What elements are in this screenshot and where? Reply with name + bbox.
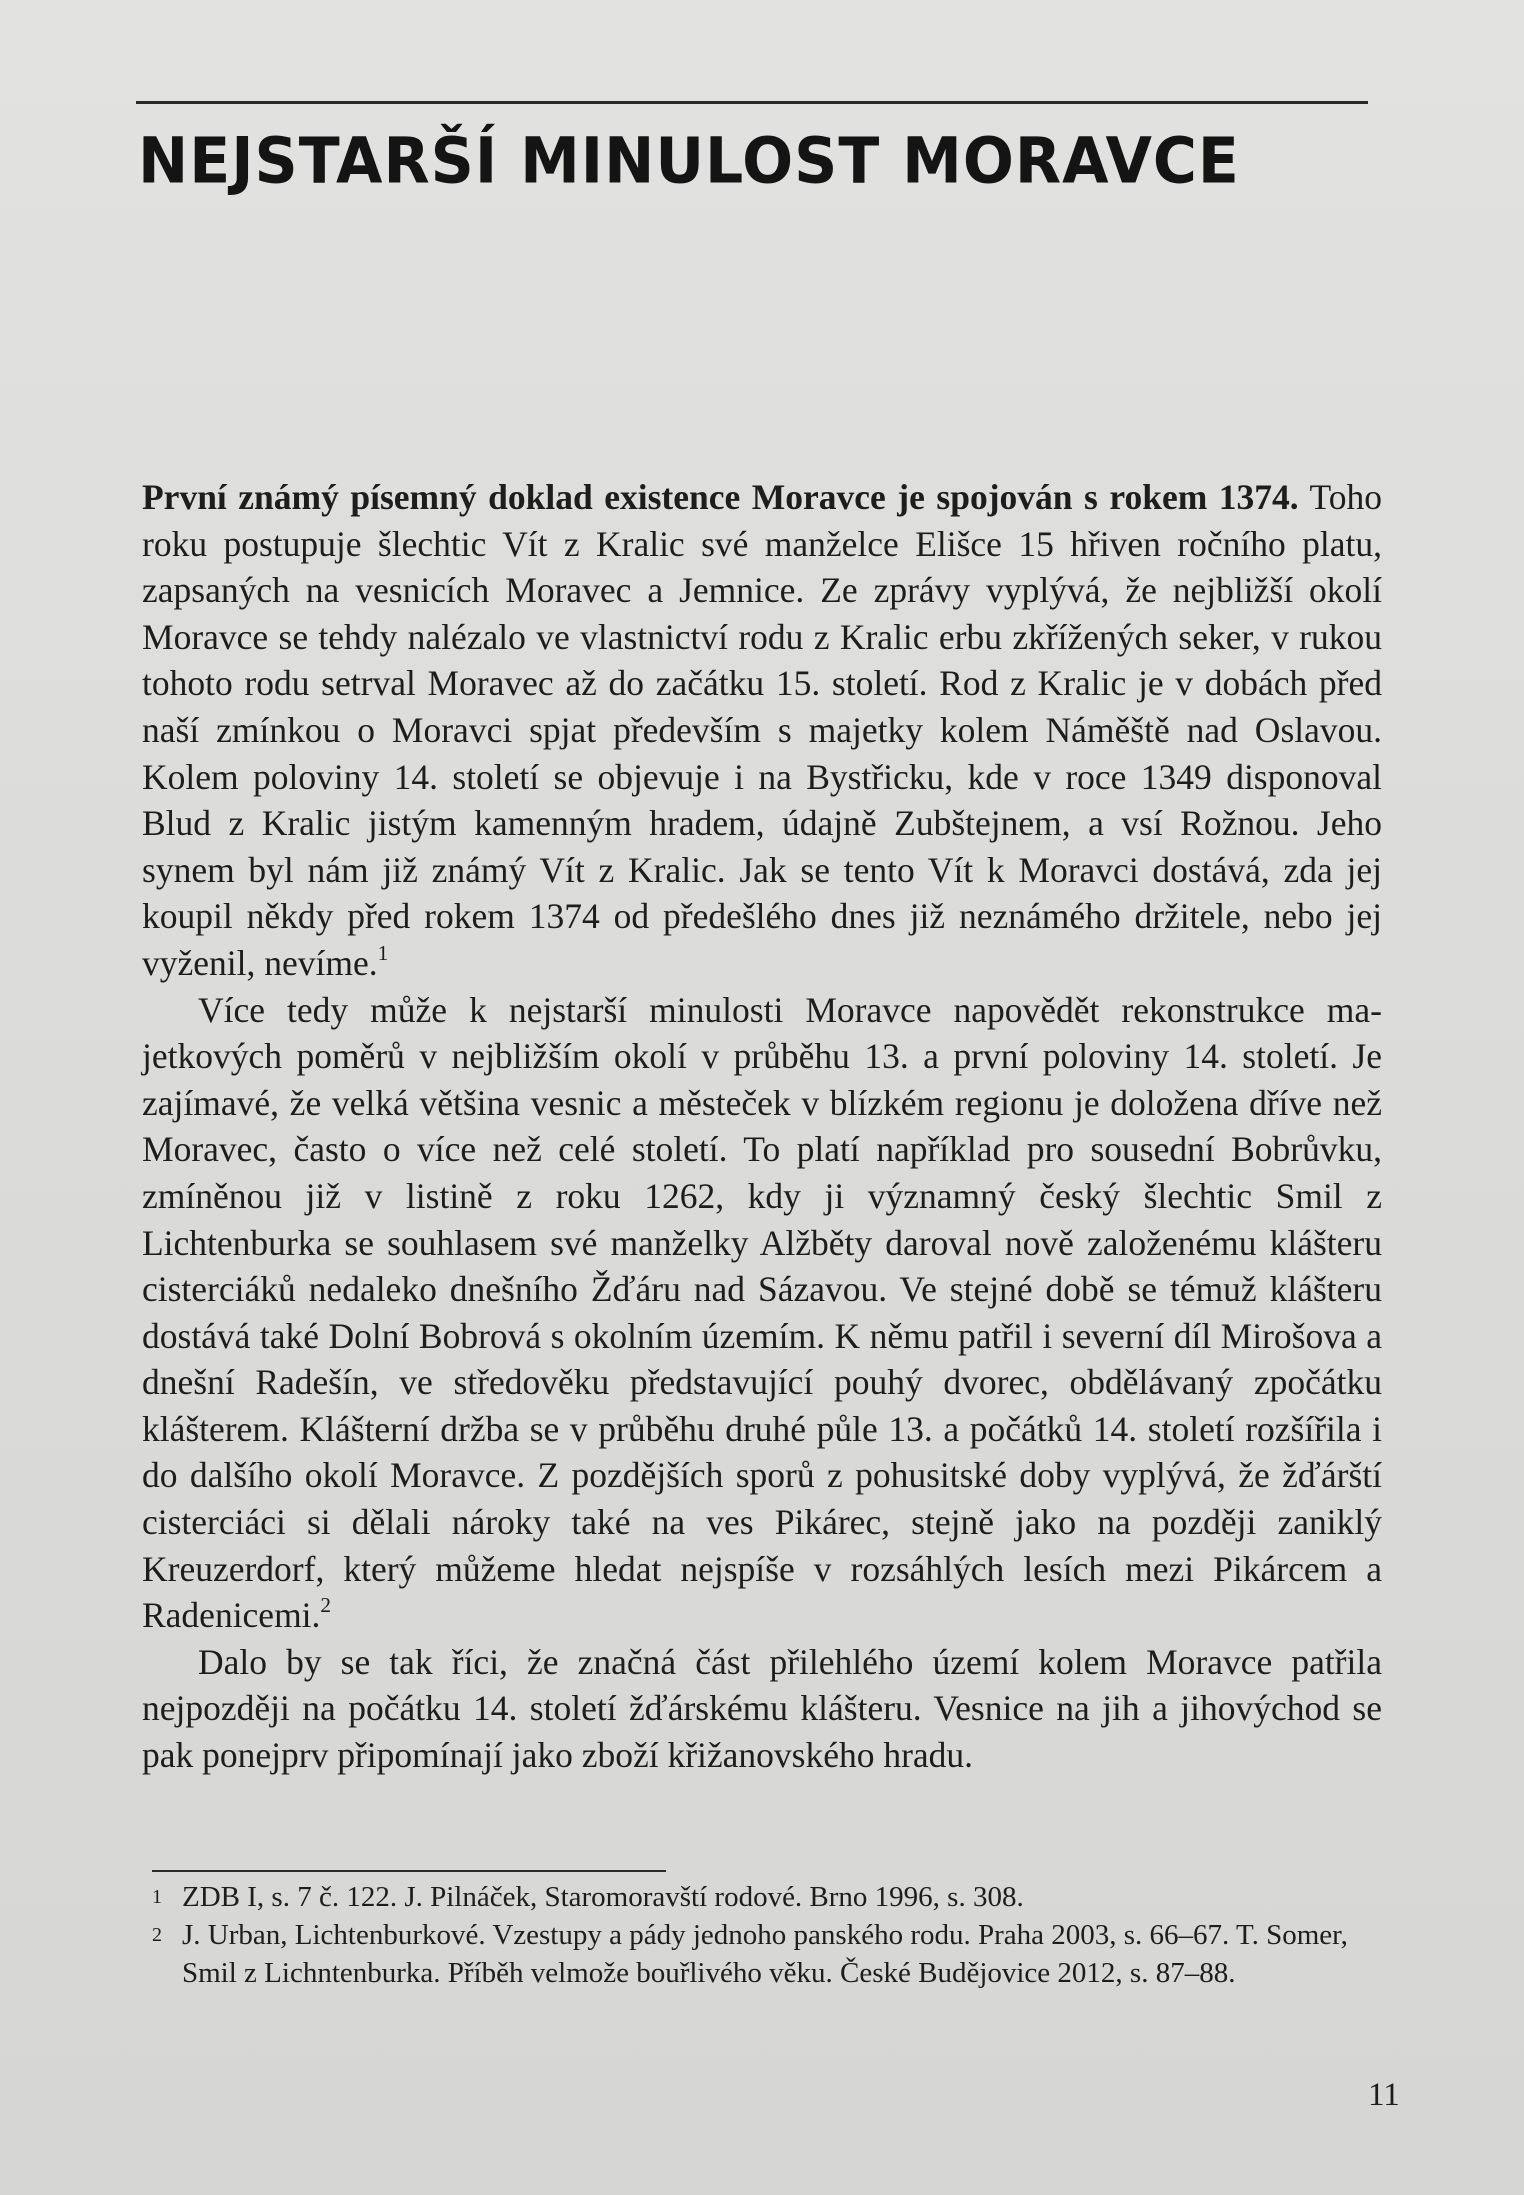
footnote-ref-2: 2 — [320, 1593, 332, 1618]
footnotes — [152, 1878, 1400, 1992]
page-number: 11 — [1368, 2077, 1400, 2113]
footnote-text: ZDB I, s. 7 č. 122. J. Pilnáček, Staromoravští rodové. Brno 1996, s. 308. — [182, 1881, 1024, 1913]
footnote-1 — [152, 1878, 1400, 1916]
footnote-ref-1: 1 — [377, 941, 389, 966]
paragraph-2 — [142, 987, 1382, 1639]
paragraph-3 — [142, 1639, 1382, 1779]
top-rule — [136, 101, 1368, 104]
footnote-2 — [152, 1916, 1400, 1992]
paragraph-3-text: Dalo by se tak říci, že značná část přilehlého území kolem Moravce patřila nejpozději na počátku 14. století žďárskému klášteru. Vesnice na jih a jihovýchod se pak ponejprv připomínají jako zboží křižanovského hradu. — [142, 1641, 1382, 1776]
chapter-title: NEJSTARŠÍ MINULOST MORAVCE — [138, 124, 1240, 199]
lead-sentence: První známý písemný doklad existence Moravce je spojován s rokem 1374. — [142, 477, 1299, 517]
paragraph-1 — [142, 474, 1382, 987]
footnote-text: J. Urban, Lichtenburkové. Vzestupy a pády jednoho panského rodu. Praha 2003, s. 66–67. T. Somer, Smil z Lichntenburka. Příběh velmože bouřlivého věku. České Budějovice 2012, s. 87–88. — [182, 1919, 1348, 1989]
paragraph-2-text: Více tedy může k nejstarší minulosti Moravce napovědět rekonstrukce majetkových poměrů v nejbližším okolí v průběhu 13. a první poloviny 14. století. Je zajímavé, že velká většina vesnic a městeček v blízkém regionu je doložena dříve než Moravec, často o více než celé století. To platí například pro sousední Bobrůvku, zmíněnou již v listině z roku 1262, kdy ji významný český šlechtic Smil z Lichtenburka se souhlasem své manželky Alžběty daroval nově založenému klášteru cisterciáků nedaleko dnešního Žďáru nad Sázavou. Ve stejné době se témuž klášteru dostává také Dolní Bobrová s okolním územím. K němu patřil i severní díl Mirošova a dnešní Radešín, ve středověku představující pouhý dvorec, obdělávaný zpočátku klášterem. Klášterní držba se v průběhu druhé půle 13. a počátků 14. století rozšířila i do dalšího okolí Moravce. Z pozdějších sporů z pohusitské doby vyplývá, že žďárští cisterciáci si dělali nároky také na ves Pikárec, stejně jako na později zaniklý Kreuzerdorf, který můžeme hledat nejspíše v rozsáhlých lesích mezi Pikárcem a Radenicemi. — [142, 989, 1382, 1636]
footnote-number: 1 — [152, 1886, 162, 1908]
footnote-rule — [152, 1870, 666, 1872]
footnote-number: 2 — [152, 1924, 162, 1946]
body-text — [142, 474, 1382, 1779]
paragraph-1-text: Toho roku postupuje šlechtic Vít z Kralic své manželce Elišce 15 hřiven ročního platu, zapsaných na vesnicích Moravec a Jemnice. Ze zprávy vyplývá, že nejbližší okolí Moravce se tehdy nalézalo ve vlastnictví rodu z Kralic erbu zkřížených seker, v rukou tohoto rodu setrval Moravec až do začátku 15. století. Rod z Kralic je v dobách před naší zmínkou o Moravci spjat především s majetky kolem Náměště nad Oslavou. Kolem poloviny 14. století se objevuje i na Bystřicku, kde v roce 1349 disponoval Blud z Kralic jistým kamenným hradem, údajně Zubštejnem, a vsí Rožnou. Jeho synem byl nám již známý Vít z Kralic. Jak se tento Vít k Moravci dostává, zda jej koupil někdy před rokem 1374 od předešlého dnes již neznámého držitele, nebo jej vyženil, nevíme. — [142, 477, 1382, 983]
